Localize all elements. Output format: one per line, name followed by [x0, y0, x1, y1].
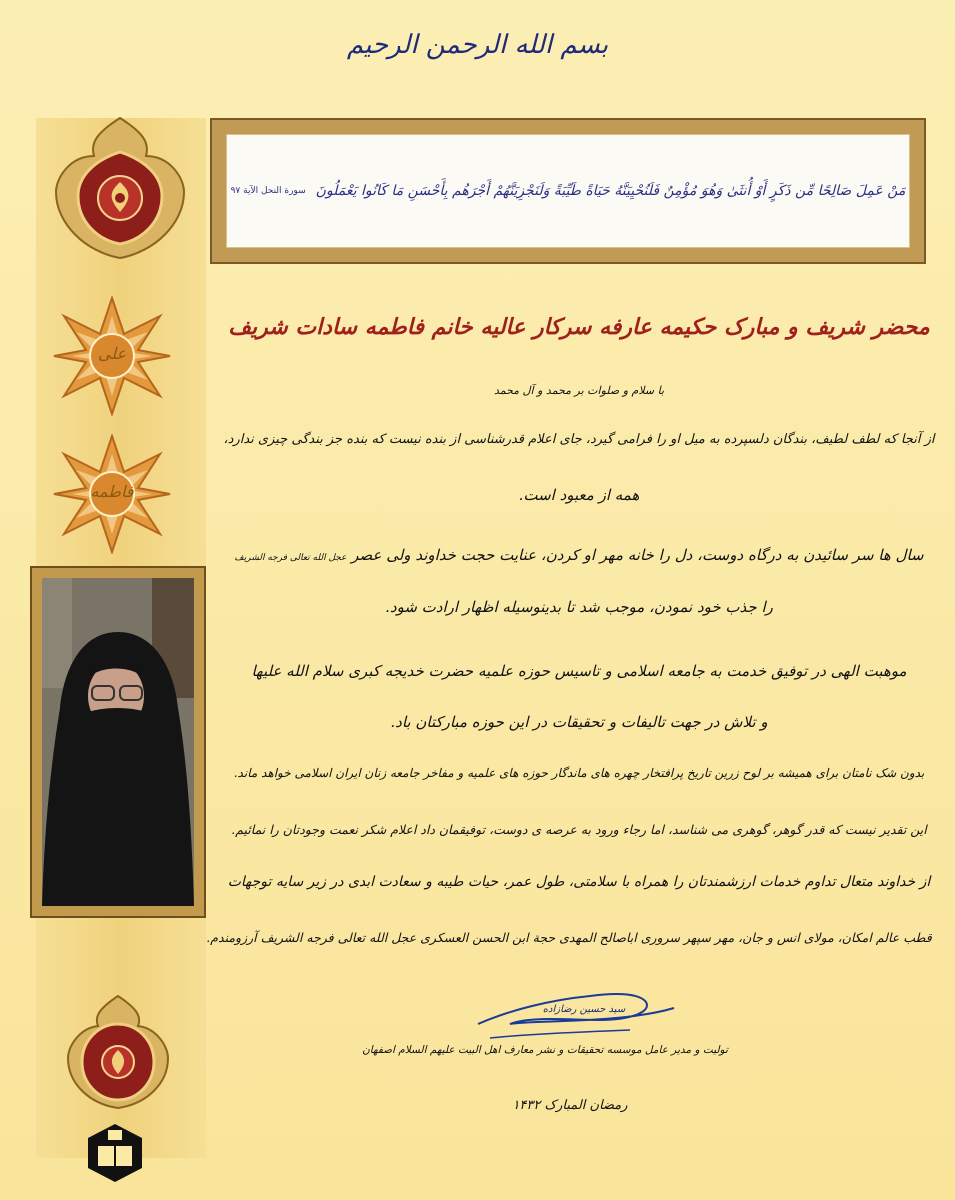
letter-line-4: را جذب خود نمودن، موجب شد تا بدینوسیله اظهار ارادت شود. — [385, 598, 773, 616]
basmala-text: بسم الله الرحمن الرحیم — [346, 30, 609, 60]
portrait-frame — [30, 566, 206, 918]
floral-medallion-bottom-icon — [64, 992, 172, 1110]
letter-line-3-text: سال ها سر سائیدن به درگاه دوست، دل را خانه مهر او کردن، عنایت حجت خداوند ولی عصر — [351, 546, 924, 564]
letter-date: رمضان المبارک ۱۴۳۲ — [512, 1098, 628, 1113]
letter-line-5: موهبت الهی در توفیق خدمت به جامعه اسلامی و تاسیس حوزه علمیه حضرت خدیجه کبری سلام الله علیها — [251, 662, 907, 680]
letter-line-9: از خداوند متعال تداوم خدمات ارزشمندتان را همراه با سلامتی، طول عمر، حیات طیبه و سعادت ابدی در زیر سایه توجهات — [227, 874, 931, 890]
letter-line-3-note: عجل الله تعالی فرجه الشریف — [234, 553, 347, 563]
letter-line-2: همه از معبود است. — [518, 486, 640, 504]
star-ornament-fatemeh — [52, 434, 172, 554]
letter-line-6: و تلاش در جهت تالیفات و تحقیقات در این حوزه مبارکتان باد. — [390, 713, 768, 731]
signatory-role: تولیت و مدیر عامل موسسه تحقیقات و نشر معارف اهل البیت علیهم السلام اصفهان — [362, 1044, 728, 1056]
letter-line-3 — [222, 546, 936, 564]
floral-medallion-icon — [50, 112, 190, 262]
institute-logo-icon — [84, 1122, 146, 1184]
portrait-figure-icon — [42, 578, 194, 906]
star-label-fatemeh: فاطمه — [90, 482, 134, 501]
letter-salutation: با سلام و صلوات بر محمد و آل محمد — [493, 384, 665, 397]
verse-reference: سورة النحل الآية ۹۷ — [230, 186, 306, 196]
signatory-name: سید حسین رضازاده — [542, 1004, 626, 1015]
letter-line-7: بدون شک نامتان برای همیشه بر لوح زرین تاریخ پرافتخار چهره های ماندگار حوزه های علمیه و مفاخر جامعه زنان ایران اسلامی خواهد ماند. — [233, 766, 925, 780]
letter-line-1: از آنجا که لطف لطیف، بندگان دلسپرده به میل او را فرامی گیرد، جای اعلام قدرشناسی از بنده نیست که بنده جز بندگی چیزی ندارد، — [223, 432, 935, 447]
letter-title: محضر شریف و مبارک حکیمه عارفه سرکار عالیه خانم فاطمه سادات شریف — [228, 314, 930, 340]
star-label-ali: علی — [97, 344, 127, 363]
letter-line-10: قطب عالم امکان، مولای انس و جان، مهر سپهر سروری اباصالح المهدی حجة ابن الحسن العسکری عجل الله تعالی فرجه الشریف آرزومندم. — [206, 930, 932, 945]
basmala-header — [0, 30, 955, 60]
quran-verse-text: مَنْ عَمِلَ صَالِحًا مِّن ذَكَرٍ أَوْ أُنثَىٰ وَهُوَ مُؤْمِنٌ فَلَنُحْيِيَنَّهُ حَيَاةً طَيِّبَةً وَلَنَجْزِيَنَّهُمْ أَجْرَهُم بِأَحْسَنِ مَا كَانُوا يَعْمَلُونَ — [315, 183, 906, 199]
star-ornament-ali — [52, 296, 172, 416]
handwritten-signature-icon — [470, 980, 680, 1050]
letter-line-8: این تقدیر نیست که قدر گوهر، گوهری می شناسد، اما رجاء ورود به عرصه ی دوست، توفیقمان داد اعلام شکر نعمت وجودتان را نمائیم. — [231, 822, 927, 837]
quran-verse-panel — [226, 134, 910, 248]
portrait-photo — [42, 578, 194, 906]
quran-verse-frame — [210, 118, 926, 264]
